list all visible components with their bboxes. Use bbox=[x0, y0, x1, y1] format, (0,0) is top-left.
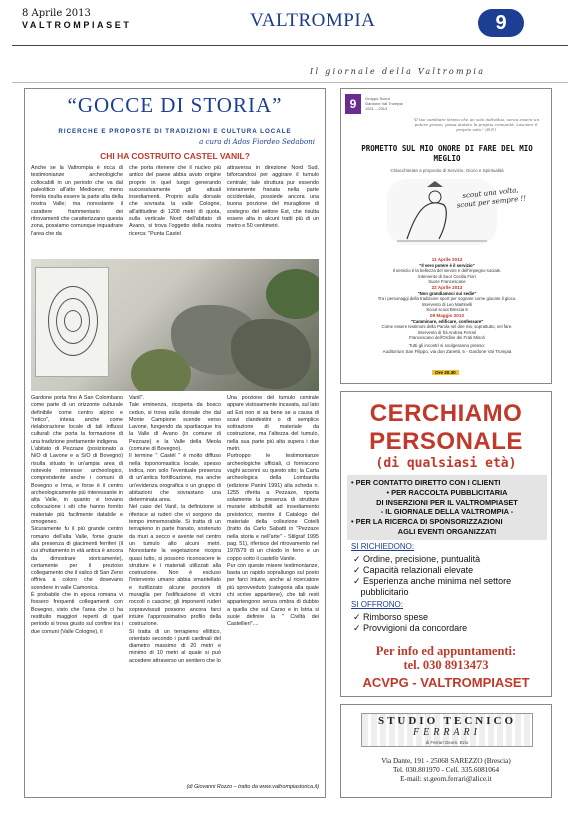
purpose-line: DI INSERZIONI PER IL VALTROMPIASET bbox=[376, 497, 518, 507]
scout-time-badge: Ore 20.30 bbox=[432, 370, 459, 375]
article-col1-top: Anche se la Valtrompia è ricca di testimonianze archeologiche collocabili in un periodo che va dal paleolitico all'alto Medioevo; meno fornita risulta essere la parte alta della nostra Valle; ma nonostante il carattere frammentario dei ritrovamenti che caratterizzano questa zona, possiamo comunque inquadrare l'area che da bbox=[31, 165, 123, 237]
brand-label: VALTROMPIASET bbox=[22, 20, 132, 30]
purpose-line: • PER CONTATTO DIRETTO CON I CLIENTI bbox=[351, 478, 501, 487]
article-col3-bottom: Una porzione del tumulo centrale appare vistosamente incavata, sul lato ad Est non si sa bene se a causa di scavi clandestini o di semplice sottrazione di materiale da costruzione, ma l'altezza del tumulo, nella sua parte più alta supera i due metri. Purtroppo le testimonianze archeologiche ufficiali, ci forniscono vaghi accenni su questo sito; la Carta archeologica della Lombardia (edizione Panini 1991) alla scheda n. 1255 riferita a Pezzaze, riporta solamente la presenza di strutture murarie attribuibili ad insediamento preistorico; mentre il Catalogo del materiale della collezione Cotelli (tratto da Carlo Sabatti in "Pezzaze nella storia e nell'arte" - Stilgraf 1995 pag. 51), riferisce del ritrovamento nel 1978/79 di un chiodo in ferro e un coppo sotto il castello Vanile. Pur con queste misere testimonianze, basta un rapido sopralluogo sul posto per farci intuire, anche al ricercatore più sprovveduto (categoria alla quale chi scrive appartiene), che tali resti appartengono senza ombra di dubbio a quella che sul Carso e in Istria si suole definire la " Civiltà dei Castellieri".... bbox=[227, 395, 319, 628]
scout-event-ad bbox=[340, 88, 552, 384]
studio-phones: Tel. 030.801970 - Cell. 335.6081064 bbox=[392, 766, 500, 774]
article-title: “GOCCE DI STORIA” bbox=[67, 93, 283, 117]
required-item: ✓ Ordine, precisione, puntualità bbox=[353, 554, 481, 564]
recruitment-heading-1: CERCHIAMO bbox=[369, 400, 523, 427]
purpose-line: - IL GIORNALE DELLA VALTROMPIA - bbox=[380, 507, 514, 517]
recruitment-info-label: Per info ed appuntamenti: bbox=[375, 644, 517, 658]
required-label: SI RICHIEDONO: bbox=[351, 542, 415, 551]
event-description: Tra i personaggi della tradizione sport per sognare come giocare il gioco. Intervento di Leo Martinelli Scout scout Brescia 6 bbox=[377, 296, 517, 312]
required-item: pubblicitario bbox=[353, 587, 409, 597]
scout-ad-title: PROMETTO SUL MIO ONORE DI FARE DEL MIO MEGLIO bbox=[361, 144, 533, 163]
scout-ad-subtitle: Chiacchierate a proposito di Servizio, Gioco e Spiritualità bbox=[390, 168, 504, 173]
event-description: Come essere testimoni della Parola nel dire ma, soprattutto, nel fare. Intervento di frà Andrea Ferrari Francescano dell'Ordine dei Frati Minori bbox=[381, 324, 513, 340]
article-signature: (di Giovanni Rozzo – tratto da www.valtrompiastorica.it) bbox=[186, 783, 319, 790]
offered-item: ✓ Provvigioni da concordare bbox=[353, 623, 468, 633]
studio-address: Via Dante, 191 - 25068 SAREZZO (Brescia) bbox=[381, 757, 511, 765]
scout-org-name: Gruppo Scout Gardone Val Trompia 1921 – 2013 bbox=[365, 96, 403, 111]
article-subtitle: RICERCHE E PROPOSTE DI TRADIZIONI E CULTURA LOCALE bbox=[58, 128, 292, 135]
purpose-line: • PER LA RICERCA DI SPONSORIZZAZIONI bbox=[351, 517, 503, 527]
event-title: "Non grandiamoci sui sedie" bbox=[417, 290, 477, 296]
offered-item: ✓ Rimborso spese bbox=[353, 612, 429, 622]
required-item: ✓ Esperienza anche minima nel settore bbox=[353, 576, 512, 586]
article-col2-bottom: Vanil". Tale eminenza, ricoperta da bosco ceduo, si trova sulla dorsale che dal Monte Campione scende verso Lavone, fungendo da spartiacque tra la Valle di Avano (in comune di Pezzaze) e la Valle della Meola (comune di Bovegno). Il termine " Castél " è molto diffuso nella toponomastica locale, spesso indica, non solo l'eventuale presenza di un'antica fortificazione, ma anche un'evidenza orografica o un gruppo di abitazioni che sovrastano una determinata area. Nel caso del Vanil, la definizione si riferisce ai ruderi che vi sorgono da tempo immemorabile. Si tratta di un terrapieno in parte franato, sostenuto da muri a secco e avente nel centro un tumulo alto alcuni metri. Nonostante la vegetazione ricopra quasi tutto, si possono riconoscere le strutture e i materiali utilizzati alla costruzione. Non è escluso l'intervento umano abbia smantellato e riutilizzato alcune porzioni di muraglia per l'edificazione di vicini roccoli o cascine; gli imponenti ruderi sopravvissuti possono ancora farci intuire l'approssimativo profilo della costruzione. Si tratta di un terrapieno ellittico, orientato secondo i punti cardinali del diametro massimo di 20 metri e minimo di 10 metri al quale si può accedere attraverso un sentiero che lo bbox=[129, 395, 221, 664]
studio-email: E-mail: st.geom.ferrari@alice.it bbox=[400, 775, 492, 783]
article-col3-top: attraversa in direzione Nord Sud, biforcandosi per aggirare il tumulo centrale; tale struttura pur essendo interamente franata nella parte occidentale, possiede ancora una buona porzione del muraglione di sostegno del settore Est, che risulta essere alta in alcuni tratti più di un metro e 50 centimetri. bbox=[227, 165, 319, 230]
tagline-divider bbox=[12, 82, 568, 83]
article-byline: a cura di Ados Fiordeo Sedaboni bbox=[199, 138, 315, 146]
scout-event-1 bbox=[347, 257, 547, 285]
scout-quote: "Il tuo cambiare strano che un solo individuo, senza essere un potere grosso, possa aiutare la propria comunità. Lasciare il proprio voto." (B.P.) bbox=[412, 117, 540, 132]
event-title: "Il vero potere è il servizio" bbox=[419, 262, 475, 268]
required-item: ✓ Capacità relazionali elevate bbox=[353, 565, 474, 575]
scout-handwritten-slogan: scout una volta, scout per sempre !! bbox=[456, 186, 527, 210]
studio-contacts bbox=[341, 757, 551, 784]
event-date: 22 Aprile 2013 bbox=[431, 285, 463, 290]
tagline: Il giornale della Valtrompia bbox=[310, 67, 486, 76]
recruitment-purposes bbox=[347, 475, 547, 540]
recruitment-ad bbox=[340, 391, 552, 697]
event-description: Il servizio è la bellezza del servire e dell'impegno sociale. Intervento di Suor Cecilia Fiori Suore Francescane bbox=[392, 268, 502, 284]
site-plan-sketch bbox=[35, 267, 109, 377]
archaeology-photo bbox=[31, 259, 319, 391]
scout-sketch-illustration bbox=[387, 179, 497, 245]
recruitment-phone: tel. 030 8913473 bbox=[403, 658, 489, 672]
recruitment-company: ACVPG - VALTROMPIASET bbox=[362, 675, 530, 690]
purpose-line: • PER RACCOLTA PUBBLICITARIA bbox=[386, 487, 508, 497]
masthead-title: VALTROMPIA bbox=[250, 10, 376, 31]
scout-event-3 bbox=[347, 313, 547, 341]
scout-venue: Tutti gli incontri si svolgeranno presso: Auditorium San Filippo, via don Zanetti, 5 - Gardone Val Trompia bbox=[382, 343, 512, 354]
event-title: "Camminare, edificare, confessare" bbox=[410, 318, 484, 324]
studio-brand: FERRARI bbox=[413, 727, 481, 738]
article-col2-top: che porta ritenere che il nucleo più antico del paese abbia avuto origine proprio in quel luogo generando successivamente gli attuali insediamenti. Proprio sulla dorsale che sovrasta la valle Cologne, all'altitudine di 1208 metri di quota, sulla verticale Nord dell'abitato di Avano, si trova l'oggetto della nostra ricerca: "Punta Castel bbox=[129, 165, 221, 237]
scout-logo: 9 bbox=[345, 94, 361, 114]
header-divider bbox=[12, 45, 568, 46]
studio-name: STUDIO TECNICO bbox=[377, 715, 517, 727]
page-number-badge: 9 bbox=[478, 9, 524, 37]
article-box bbox=[24, 88, 326, 798]
recruitment-age-note: (di qualsiasi età) bbox=[375, 456, 517, 471]
issue-date: 8 Aprile 2013 bbox=[22, 8, 91, 19]
article-headline: CHI HA COSTRUITO CASTEL VANIL? bbox=[100, 151, 250, 161]
studio-owner: di Ferrari Geom. Ezio bbox=[425, 740, 469, 745]
event-date: 09 Maggio 2013 bbox=[430, 313, 464, 318]
article-col1-bottom: Gardone porta fino A San Colombano come parte di un orizzonte culturale definibile come centro alpino e "retico", intesa anche come rielaborazione locale di tali influssi culturali che porta la formazione di una tradizione prettamente indigena. L'abitato di Pezzaze (posizionato a N/O di Lavone e a S/O di Bovegno) risulta situato in un'ampia area di notevole interesse archeologico, comprendente anche i comuni di Bovegno e Irma, e forse è il centro archeologicamente più interessante in alta Valle, in quanto vi trovano collocazione i siti che hanno fornito materiale più facilmente databile e omogeneo. Sicuramente fu il più grande centro romano dell'alta Valle, forse grazie alla presenza di giacimenti ferriferi (il cui sfruttamento in età antica è ancora da dimostrare storicamente), certamente per il prezioso collegamento che il valico di San Zeno offriva a coloro che dovevano scendere in valle Camonica. È probabile che in epoca romana vi fossero frequenti collegamenti con Bovegno, visto che l'area che ci ha restituito maggiori reperti di quel periodo si trova giusto sul confine tra i due comuni (Valle Cologne), il bbox=[31, 395, 123, 635]
recruitment-heading-2: PERSONALE bbox=[369, 428, 523, 455]
event-date: 11 Aprile 2013 bbox=[431, 257, 463, 262]
studio-tecnico-ad bbox=[340, 704, 552, 798]
offered-label: SI OFFRONO: bbox=[351, 600, 403, 609]
purpose-line: AGLI EVENTI ORGANIZZATI bbox=[397, 526, 497, 536]
scout-event-2 bbox=[347, 285, 547, 313]
